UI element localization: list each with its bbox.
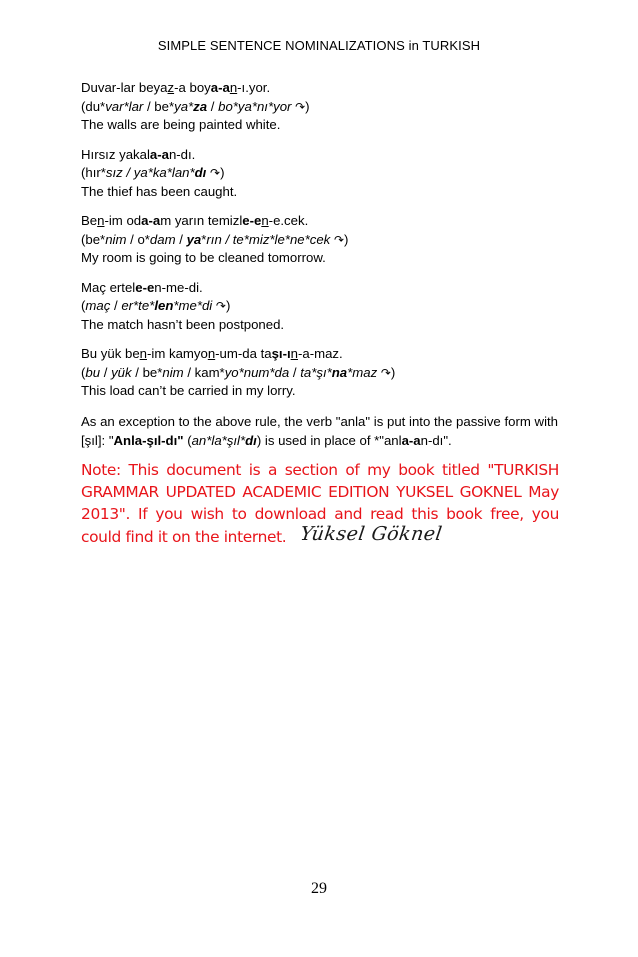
pronunciation: (du*var*lar / be*ya*za / bo*ya*nı*yor ↷) <box>81 98 310 114</box>
example-block <box>81 212 558 268</box>
intonation-arrow-icon: ↷ <box>333 232 344 247</box>
pronunciation: (bu / yük / be*nim / kam*yo*num*da / ta*şı*na*maz ↷) <box>81 364 396 380</box>
english-translation: The walls are being painted white. <box>81 117 281 132</box>
example-block <box>81 146 558 202</box>
intonation-arrow-icon: ↷ <box>295 99 306 114</box>
example-block <box>81 79 558 135</box>
turkish-sentence: Maç ertele-en-me-di. <box>81 279 203 295</box>
author-signature: Yüksel Göknel <box>299 523 445 545</box>
author-note <box>81 459 559 548</box>
intonation-arrow-icon: ↷ <box>215 299 226 313</box>
english-translation: The thief has been caught. <box>81 183 238 199</box>
turkish-sentence: Ben-im oda-am yarın temizle-en-e.cek. <box>81 213 309 228</box>
intonation-arrow-icon: ↷ <box>210 166 221 180</box>
intonation-arrow-icon: ↷ <box>380 365 391 380</box>
running-header: SIMPLE SENTENCE NOMINALIZATIONS in TURKISH <box>157 38 481 53</box>
exception-paragraph: As an exception to the above rule, the verb "anla" is put into the passive form with [şıl]: "Anla-şıl-dı" (an*la*şıl*dı) is used in place of *"anla-an-dı". <box>81 413 558 448</box>
example-block <box>81 345 558 401</box>
turkish-sentence: Bu yük ben-im kamyon-um-da taşı-ın-a-maz. <box>81 346 343 361</box>
example-block <box>81 279 558 335</box>
english-translation: My room is going to be cleaned tomorrow. <box>81 250 326 265</box>
turkish-sentence: Duvar-lar beyaz-a boya-an-ı.yor. <box>81 80 271 95</box>
pronunciation: (maç / er*te*len*me*di ↷) <box>81 298 231 313</box>
english-translation: The match hasn’t been postponed. <box>81 316 285 332</box>
page-number: 29 <box>311 880 327 897</box>
content-body <box>81 79 558 450</box>
pronunciation: (be*nim / o*dam / ya*rın / te*miz*le*ne*cek ↷) <box>81 231 349 247</box>
note-text: Note: This document is a section of my book titled "TURKISH GRAMMAR UPDATED ACADEMIC EDITION YUKSEL GOKNEL May 2013". If you wish to download and read this book free, you could find it on the internet. <box>81 461 559 546</box>
pronunciation: (hır*sız / ya*ka*lan*dı ↷) <box>81 165 225 180</box>
turkish-sentence: Hırsız yakala-an-dı. <box>81 146 196 162</box>
english-translation: This load can’t be carried in my lorry. <box>81 383 296 398</box>
